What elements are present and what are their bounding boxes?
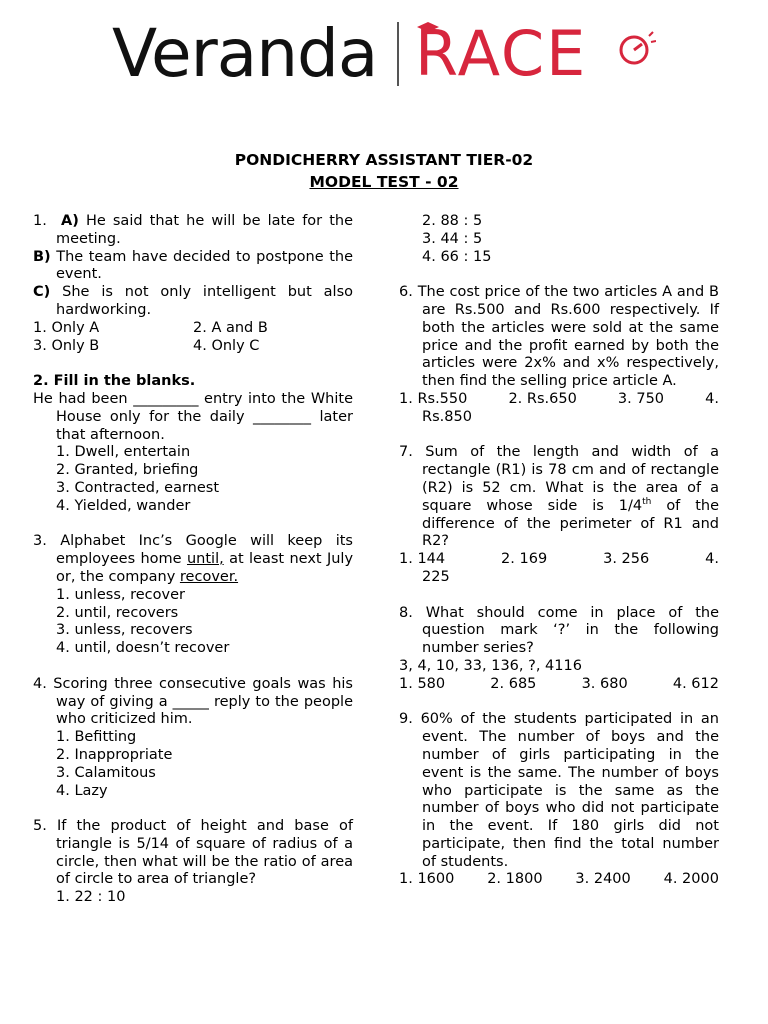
option: 1. unless, recover [56, 586, 185, 603]
option: 2. Rs.650 [508, 390, 577, 407]
option: 3. Only B [33, 337, 100, 354]
question-2: 2. Fill in the blanks. He had been _________ entry into the White House only for the daily ________ later that afternoon. 1. Dwell, entertain 2. Granted, briefing 3. Contracted, earnest 4. Yielded, wander [33, 373, 353, 514]
option: 2. A and B [193, 319, 268, 336]
option: 1. 580 [399, 675, 446, 692]
option: 3. 2400 [575, 871, 631, 888]
option: 3. Calamitous [56, 764, 156, 781]
question-6: 6. The cost price of the two articles A and B are Rs.500 and Rs.600 respectively. If both the articles were sold at the same price and the profit earned by both the articles were 2x% and x% respectively, then find the selling price article A. 1. Rs.550 2. Rs.650 3. 750 4. Rs.850 [399, 284, 719, 425]
option: 2. 685 [490, 675, 537, 692]
question-3: 3. Alphabet Inc’s Google will keep its employees home until, at least next July or, the company recover. 1. unless, recover 2. until, recovers 3. unless, recovers 4. until, doesn’t recover [33, 533, 354, 657]
option: 4. Lazy [56, 782, 108, 799]
option: 4. Only C [193, 337, 260, 354]
question-9: 9. 60% of the students participated in an event. The number of boys and the number of girls participating in the event is the same. The number of boys who participate is the same as the number of boys who did not participate in the event. If 180 girls did not participate, then find the total number of students. 1. 1600 2. 1800 3. 2400 4. 2000 [399, 711, 719, 888]
test-subtitle: MODEL TEST - 02 [309, 173, 459, 191]
option: 1. Befitting [56, 729, 137, 746]
option-wrap: Rs.850 [422, 408, 472, 425]
question-4: 4. Scoring three consecutive goals was his way of giving a _____ reply to the people who criticized him. 1. Befitting 2. Inappropriate 3. Calamitous 4. Lazy [33, 675, 353, 799]
option: 2. 88 : 5 [422, 213, 483, 229]
option: 3. 680 [581, 675, 628, 692]
option-wrap: 225 [422, 568, 450, 585]
page-header [0, 0, 768, 110]
option: 3. 256 [603, 551, 650, 568]
option: 4. 66 : 15 [422, 248, 492, 265]
question-8: 8. What should come in place of the question mark ‘?’ in the following number series? 3, 4, 10, 33, 136, ?, 4116 1. 580 2. 685 3. 680 4. 612 [399, 604, 719, 692]
option: 1. 144 [399, 551, 446, 568]
question-7: 7. Sum of the length and width of a rectangle (R1) is 78 cm and of rectangle (R2) is 52 cm. What is the area of a square whose side is 1/4th of the difference of the perimeter of R1 and R2? 1. 144 2. 169 3. 256 4. 225 [399, 444, 720, 585]
logo-divider [397, 22, 399, 86]
question-1: 1. A) He said that he will be late for the meeting. B) The team have decided to postpone the event. C) She is not only intelligent but also hardworking. 1. Only A 2. A and B 3. Only B 4. Only C [33, 213, 354, 354]
right-column [399, 213, 719, 889]
test-title: PONDICHERRY ASSISTANT TIER-02 [234, 151, 534, 169]
option: 1. 1600 [399, 871, 455, 888]
option: 2. Granted, briefing [56, 462, 199, 479]
option: 3. 44 : 5 [422, 230, 483, 247]
option: 1. 22 : 10 [56, 889, 126, 906]
option: 4. 2000 [663, 871, 719, 888]
option: 4. [705, 390, 719, 407]
left-column [33, 213, 353, 907]
stopwatch-icon [616, 30, 656, 66]
option: 1. Dwell, entertain [56, 444, 191, 461]
veranda-logo: Veranda [112, 15, 378, 92]
option: 2. Inappropriate [56, 746, 173, 763]
question-5-continued [399, 213, 719, 266]
race-logo: RACE [415, 17, 588, 90]
question-5: 5. If the product of height and base of triangle is 5/14 of square of radius of a circle, then what will be the ratio of area of circle to area of triangle? 1. 22 : 10 [33, 818, 353, 906]
option: 3. 750 [617, 390, 665, 407]
option: 4. [705, 551, 719, 568]
option: 1. Rs.550 [399, 390, 468, 407]
option: 3. Contracted, earnest [56, 479, 220, 496]
number-series: 3, 4, 10, 33, 136, ?, 4116 [399, 657, 582, 674]
option: 2. until, recovers [56, 604, 179, 621]
option: 2. 1800 [487, 871, 543, 888]
option: 2. 169 [501, 551, 548, 568]
option: 4. 612 [672, 675, 719, 692]
option: 1. Only A [33, 319, 100, 336]
option: 3. unless, recovers [56, 622, 193, 639]
option: 4. until, doesn’t recover [56, 640, 230, 657]
option: 4. Yielded, wander [56, 497, 191, 514]
